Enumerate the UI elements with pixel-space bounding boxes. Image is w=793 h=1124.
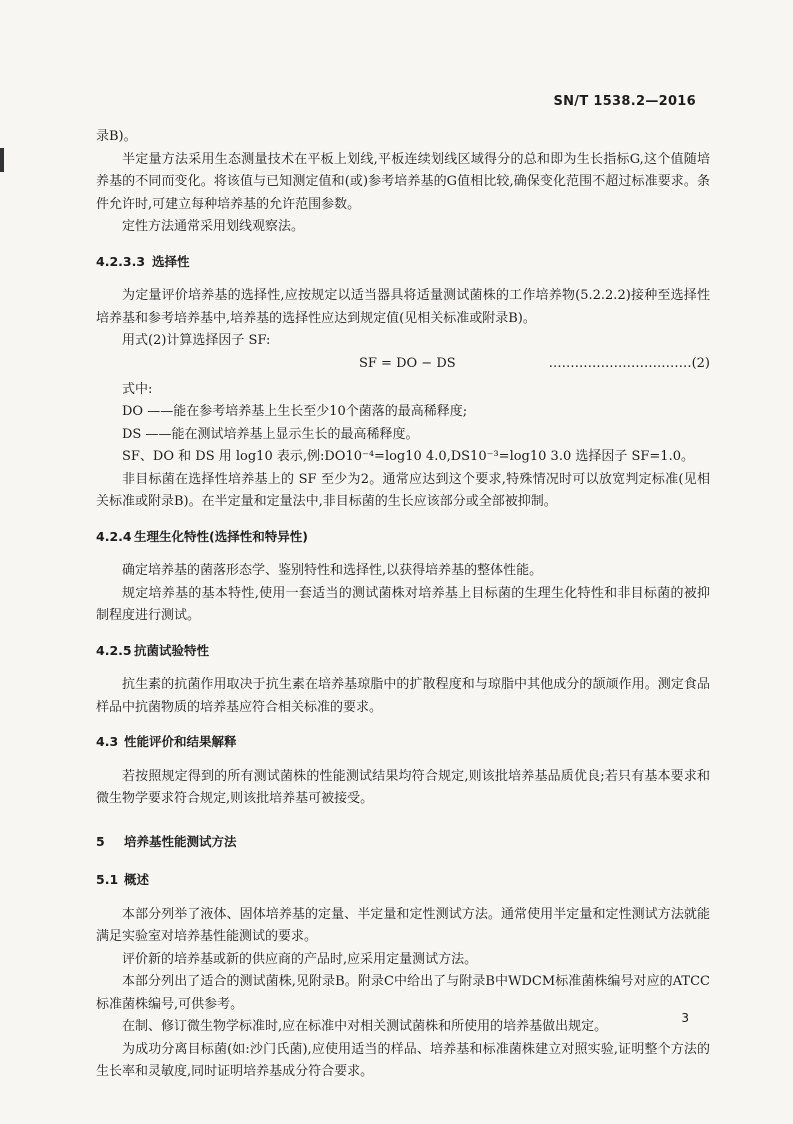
paragraph-antibacterial: 抗生素的抗菌作用取决于抗生素在培养基琼脂中的扩散程度和与琼脂中其他成分的颉颃作用。测定食品样品中抗菌物质的培养基应符合相关标准的要求。 <box>96 677 710 715</box>
paragraph-example: SF、DO 和 DS 用 log10 表示,例:DO10⁻⁴=log10 4.0,DS10⁻³=log10 3.0 选择因子 SF=1.0。 <box>122 449 694 464</box>
section-title: 概述 <box>124 872 150 887</box>
paragraph-overview-4: 在制、修订微生物学标准时,应在标准中对相关测试菌株和所使用的培养基做出规定。 <box>122 1019 608 1034</box>
formula-selectivity-factor: SF = DO − DS <box>359 355 456 371</box>
paragraph-qualitative: 定性方法通常采用划线观察法。 <box>122 219 305 234</box>
paragraph-evaluation: 若按照规定得到的所有测试菌株的性能测试结果均符合规定,则该批培养基品质优良;若只有基本要求和微生物学要求符合规定,则该批培养基可被接受。 <box>96 768 710 806</box>
standard-number: SN/T 1538.2—2016 <box>553 94 696 109</box>
paragraph-overview-5: 为成功分离目标菌(如:沙门氏菌),应使用适当的样品、培养基和标准菌株建立对照实验,证明整个方法的生长率和灵敏度,同时证明培养基成分符合要求。 <box>96 1041 710 1079</box>
paragraph-physiology-1: 确定培养基的菌落形态学、鉴别特性和选择性,以获得培养基的整体性能。 <box>122 563 543 578</box>
definition-ds: DS ——能在测试培养基上显示生长的最高稀释度。 <box>122 426 419 442</box>
formula-reference: ……………………………(2) <box>548 355 710 371</box>
binding-mark <box>0 148 4 172</box>
paragraph-overview-3: 本部分列出了适合的测试菌株,见附录B。附录C中给出了与附录B中WDCM标准菌株编号对应的ATCC标准菌株编号,可供参考。 <box>96 974 710 1012</box>
paragraph-physiology-2: 规定培养基的基本特性,使用一套适当的测试菌株对培养基上目标菌的生理生化特性和非目标菌的被抑制程度进行测试。 <box>96 585 710 623</box>
paragraph-continuation: 录B)。 <box>96 129 137 144</box>
section-heading-4-2-5 <box>96 640 710 663</box>
paragraph-semiquantitative: 半定量方法采用生态测量技术在平板上划线,平板连续划线区域得分的总和即为生长指标G,这个值随培养基的不同而变化。将该值与已知测定值和(或)参考培养基的G值相比较,确保变化范围不超过标准要求。条件允许时,可建立每种培养基的允许范围参数。 <box>96 151 710 212</box>
section-title: 生理生化特性(选择性和特异性) <box>134 528 308 544</box>
paragraph-selectivity: 为定量评价培养基的选择性,应按规定以适当器具将适量测试菌株的工作培养物(5.2.2.2)接种至选择性培养基和参考培养基中,培养基的选择性应达到规定值(见相关标准或附录B)。 <box>96 288 710 326</box>
section-number: 4.2.3.3 <box>96 253 146 269</box>
section-heading-4-2-4 <box>96 526 710 549</box>
definition-do: DO ——能在参考培养基上生长至少10个菌落的最高稀释度; <box>122 404 468 419</box>
paragraph-nontarget: 非目标菌在选择性培养基上的 SF 至少为2。通常应达到这个要求,特殊情况时可以放宽判定标准(见相关标准或附录B)。在半定量和定量法中,非目标菌的生长应该部分或全部被抑制。 <box>96 471 710 509</box>
section-title: 性能评价和结果解释 <box>124 734 237 749</box>
section-title: 培养基性能测试方法 <box>124 833 237 849</box>
section-number: 4.2.5 <box>96 642 132 658</box>
paragraph-overview-2: 评价新的培养基或新的供应商的产品时,应采用定量测试方法。 <box>122 951 478 967</box>
page-number: 3 <box>681 1011 689 1025</box>
page-body <box>96 126 710 1084</box>
section-number: 4.2.4 <box>96 528 132 544</box>
section-number: 5.1 <box>96 872 119 887</box>
section-heading-5-1 <box>96 869 710 892</box>
formula-row <box>96 353 710 379</box>
paragraph-formula-intro: 用式(2)计算选择因子 SF: <box>122 333 271 348</box>
section-title: 选择性 <box>152 253 190 269</box>
paragraph-where: 式中: <box>122 381 153 397</box>
section-heading-4-2-3-3 <box>96 251 710 274</box>
section-title: 抗菌试验特性 <box>134 642 210 658</box>
section-heading-4-3 <box>96 731 710 754</box>
section-heading-5 <box>96 831 710 854</box>
paragraph-overview-1: 本部分列举了液体、固体培养基的定量、半定量和定性测试方法。通常使用半定量和定性测试方法就能满足实验室对培养基性能测试的要求。 <box>96 906 710 944</box>
section-number: 4.3 <box>96 734 119 749</box>
section-number: 5 <box>96 833 105 849</box>
